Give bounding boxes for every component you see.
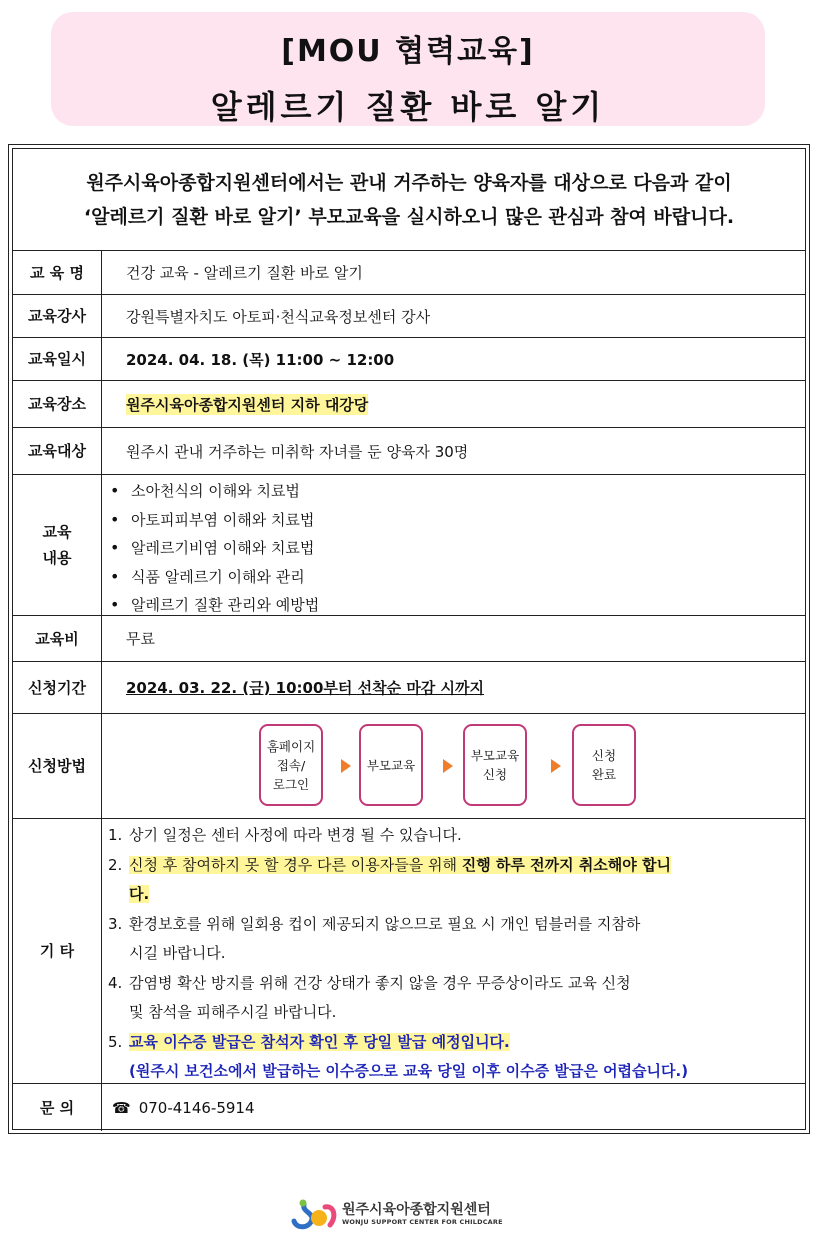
arrow-right-icon [443,759,453,773]
row-date-value: 2024. 04. 18. (목) 11:00 ~ 12:00 [126,350,395,369]
list-item: • 식품 알레르기 이해와 관리 [108,563,805,592]
footer-logo [290,1197,530,1231]
row-place-label: 교육장소 [13,381,102,427]
row-target-label: 교육대상 [13,428,102,474]
row-period [13,662,805,714]
row-method [13,714,805,819]
list-item: • 알레르기비염 이해와 치료법 [108,534,805,563]
row-name [13,251,805,295]
info-table [12,148,806,1130]
row-target-value: 원주시 관내 거주하는 미취학 자녀를 둔 양육자 30명 [126,442,469,461]
row-place-value: 원주시육아종합지원센터 지하 대강당 [126,395,369,414]
intro-line2: ‘알레르기 질환 바로 알기’ 부모교육을 실시하오니 많은 관심과 참여 바랍니다. [83,206,735,228]
row-target [13,428,805,475]
note-item-5-sub: (원주시 보건소에서 발급하는 이수증으로 교육 당일 이후 이수증 발급은 어렵습니다.) [129,1062,689,1080]
info-table-frame [8,144,810,1134]
intro-line1: 원주시육아종합지원센터에서는 관내 거주하는 양육자를 대상으로 다음과 같이 [86,172,732,194]
arrow-right-icon [341,759,351,773]
list-item: • 알레르기 질환 관리와 예방법 [108,591,805,620]
row-content-label [13,475,102,615]
list-item: • 소아천식의 이해와 치료법 [108,477,805,506]
content-list [102,475,805,615]
note-item-3: 3. 환경보호를 위해 일회용 컵이 제공되지 않으므로 필요 시 개인 텀블러를 지참하 시길 바랍니다. [108,914,641,962]
list-item: • 아토피피부염 이해와 치료법 [108,506,805,535]
note-item-4: 4. 감염병 확산 방지를 위해 건강 상태가 좋지 않을 경우 무증상이라도 교육 신청 및 참석을 피해주시길 바랍니다. [108,973,631,1021]
row-method-label: 신청방법 [13,714,102,818]
notes-list [102,819,805,1083]
row-name-value: 건강 교육 - 알레르기 질환 바로 알기 [126,264,363,282]
page-title: 알레르기 질환 바로 알기 [210,88,606,126]
row-date-label: 교육일시 [13,338,102,380]
row-fee-value: 무료 [126,630,155,648]
row-content-label-line2: 내용 [42,549,72,567]
row-etc-label: 기 타 [13,819,102,1083]
note-item-1: 1. 상기 일정은 센터 사정에 따라 변경 될 수 있습니다. [108,826,462,844]
row-contact-label: 문 의 [13,1084,102,1131]
row-contact [13,1084,805,1131]
center-logo-icon [290,1197,338,1231]
footer-center-name: 원주시육아종합지원센터 [342,1202,491,1218]
row-content-label-line1: 교육 [42,523,72,541]
row-period-value: 2024. 03. 22. (금) 10:00부터 선착순 마감 시까지 [126,679,484,697]
arrow-right-icon [551,759,561,773]
row-date [13,338,805,381]
row-name-label: 교 육 명 [13,251,102,294]
step-parent-education: 부모교육 [359,724,423,806]
row-place [13,381,805,428]
phone-icon: ☎ [112,1098,131,1117]
row-etc [13,819,805,1084]
row-instructor-value: 강원특별자치도 아토피·천식교육정보센터 강사 [126,307,431,326]
note-item-2: 2. 신청 후 참여하지 못 할 경우 다른 이용자들을 위해 진행 하루 전까지 취소해야 합니 다. [108,855,671,903]
footer-center-name-en: WONJU SUPPORT CENTER FOR CHILDCARE [342,1218,503,1226]
row-fee-label: 교육비 [13,616,102,661]
intro-text [13,149,805,251]
title-line1: [MOU 협력교육] [281,34,535,69]
row-content [13,475,805,616]
row-instructor [13,295,805,338]
row-contact-value: 070-4146-5914 [138,1098,255,1117]
step-apply: 부모교육 신청 [463,724,527,806]
step-complete: 신청 완료 [572,724,636,806]
row-fee [13,616,805,662]
note-item-5: 5. 교육 이수증 발급은 참석자 확인 후 당일 발급 예정입니다. [108,1032,510,1051]
apply-flow [102,714,805,818]
title-banner [51,12,765,126]
step-homepage-login: 홈페이지 접속/ 로그인 [259,724,323,806]
row-period-label: 신청기간 [13,662,102,713]
row-instructor-label: 교육강사 [13,295,102,337]
